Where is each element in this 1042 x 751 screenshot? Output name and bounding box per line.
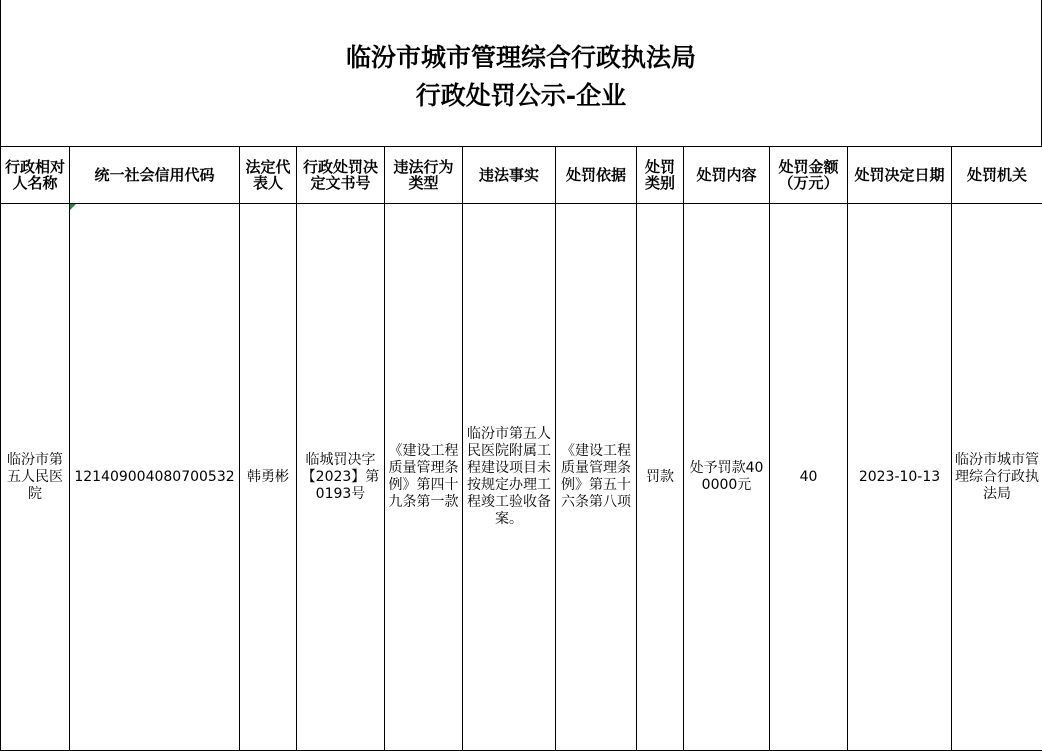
table-row: [1, 204, 1042, 751]
cell-decision-date: 2023-10-13: [848, 204, 952, 751]
cell-legal-representative: 韩勇彬: [240, 204, 297, 751]
header-party-name: 行政相对人名称: [1, 147, 70, 204]
header-decision-number: 行政处罚决定文书号: [297, 147, 385, 204]
cell-credit-code: 121409004080700532: [70, 204, 240, 751]
cell-violation-type: 《建设工程质量管理条例》第四十九条第一款: [385, 204, 463, 751]
cell-violation-facts: 临汾市第五人民医院附属工程建设项目未按规定办理工程竣工验收备案。: [463, 204, 556, 751]
cell-decision-number: 临城罚决字【2023】第0193号: [297, 204, 385, 751]
header-penalty-content: 处罚内容: [684, 147, 770, 204]
document-header: [0, 0, 1042, 146]
header-penalty-basis: 处罚依据: [556, 147, 637, 204]
penalty-table: [0, 146, 1042, 751]
cell-party-name: 临汾市第五人民医院: [1, 204, 70, 751]
cell-penalty-category: 罚款: [637, 204, 684, 751]
header-violation-type: 违法行为类型: [385, 147, 463, 204]
cell-penalty-amount: 40: [770, 204, 848, 751]
header-row: [1, 147, 1042, 204]
header-penalty-category: 处罚类别: [637, 147, 684, 204]
page-title: 临汾市城市管理综合行政执法局: [1, 38, 1041, 74]
cell-penalty-content: 处予罚款400000元: [684, 204, 770, 751]
cell-penalty-basis: 《建设工程质量管理条例》第五十六条第八项: [556, 204, 637, 751]
header-legal-representative: 法定代表人: [240, 147, 297, 204]
header-penalty-authority: 处罚机关: [952, 147, 1042, 204]
header-violation-facts: 违法事实: [463, 147, 556, 204]
page-subtitle: 行政处罚公示-企业: [1, 76, 1041, 112]
header-credit-code: 统一社会信用代码: [70, 147, 240, 204]
header-penalty-amount: 处罚金额（万元）: [770, 147, 848, 204]
header-decision-date: 处罚决定日期: [848, 147, 952, 204]
cell-penalty-authority: 临汾市城市管理综合行政执法局: [952, 204, 1042, 751]
